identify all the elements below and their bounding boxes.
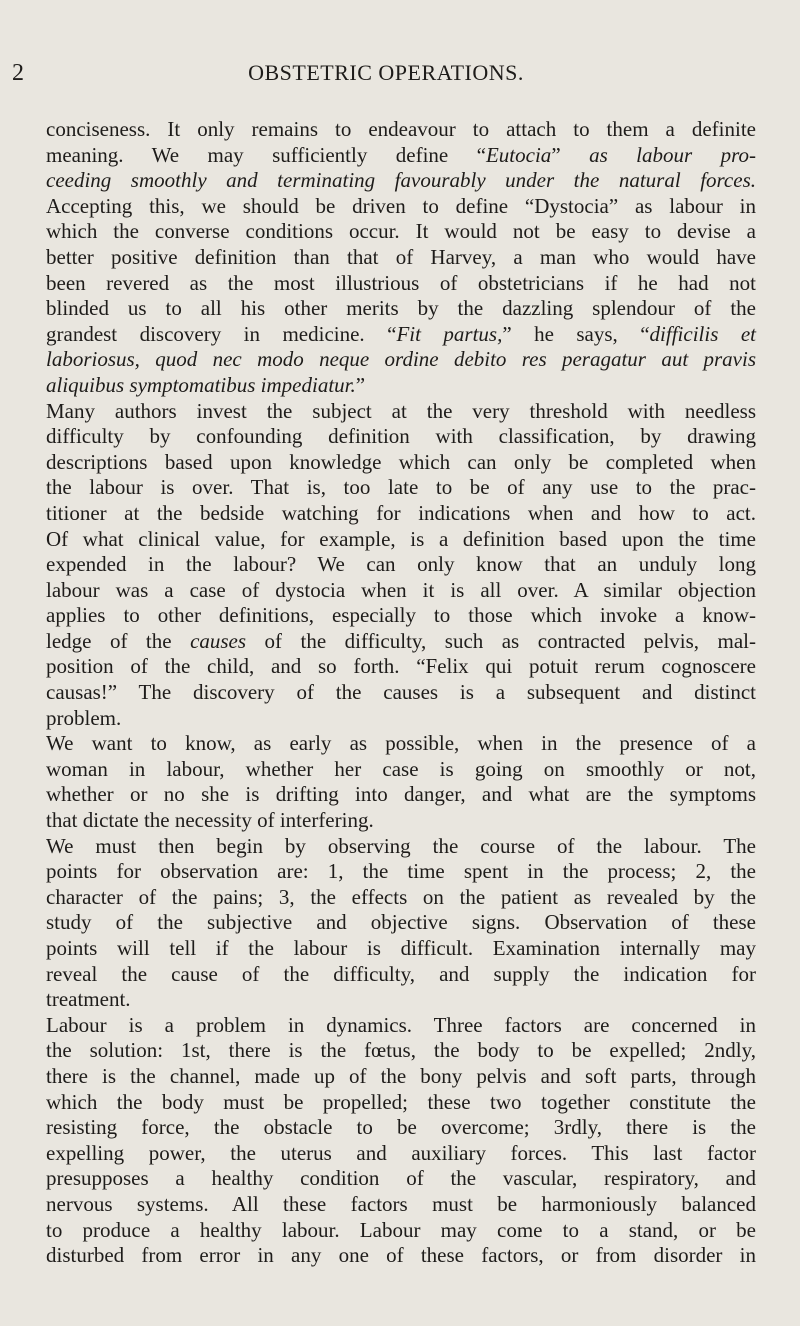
text-line bbox=[46, 168, 756, 194]
text-line bbox=[46, 1115, 756, 1141]
text-line bbox=[46, 347, 756, 373]
text-segment: character of the pains; 3, the effects on the patient as revealed by the bbox=[46, 884, 756, 909]
text-line bbox=[46, 834, 756, 860]
text-segment: points will tell if the labour is difficult. Examination internally may bbox=[46, 936, 756, 960]
text-segment: problem. bbox=[46, 705, 122, 730]
text-line bbox=[46, 936, 756, 962]
text-segment: presupposes a healthy condition of the vascular, respiratory, and bbox=[46, 1166, 756, 1191]
italic-text: causes bbox=[190, 628, 247, 653]
text-segment: to produce a healthy labour. Labour may come to a stand, or be bbox=[46, 1217, 756, 1242]
text-line bbox=[46, 245, 756, 271]
text-segment: that dictate the necessity of interfering. bbox=[46, 808, 374, 833]
text-line bbox=[46, 450, 756, 476]
text-line bbox=[46, 1013, 756, 1039]
text-segment: ” he says, “ bbox=[502, 321, 650, 346]
text-segment: there is the channel, made up of the bony pelvis and soft parts, through bbox=[46, 1063, 756, 1088]
text-segment: meaning. We may sufficiently define “ bbox=[46, 142, 486, 167]
italic-text: laboriosus, quod nec modo neque ordine debito res peragatur aut pravis bbox=[46, 347, 756, 372]
text-segment: Of what clinical value, for example, is a definition based upon the time bbox=[46, 526, 756, 551]
text-line bbox=[46, 219, 756, 245]
text-segment: of the difficulty, such as contracted pelvis, mal- bbox=[246, 628, 756, 653]
text-line bbox=[46, 296, 756, 322]
text-segment: ” bbox=[355, 372, 366, 397]
text-line bbox=[46, 1243, 756, 1269]
text-line bbox=[46, 501, 756, 527]
text-segment: blinded us to all his other merits by the dazzling splendour of the bbox=[46, 296, 756, 321]
page-number: 2 bbox=[12, 60, 24, 86]
text-line bbox=[46, 603, 756, 629]
text-segment: Many authors invest the subject at the very threshold with needless bbox=[46, 398, 756, 423]
text-line bbox=[46, 808, 756, 834]
text-segment: disturbed from error in any one of these factors, or from disorder in bbox=[46, 1243, 756, 1268]
text-segment: Accepting this, we should be driven to define “Dystocia” as labour in bbox=[46, 193, 756, 218]
text-segment: causas!” The discovery of the causes is a subsequent and distinct bbox=[46, 680, 756, 705]
text-line bbox=[46, 1090, 756, 1116]
text-segment: treatment. bbox=[46, 987, 131, 1012]
text-line bbox=[46, 706, 756, 732]
text-line bbox=[46, 629, 756, 655]
italic-text: as labour pro- bbox=[589, 142, 756, 167]
text-segment: expended in the labour? We can only know that an unduly long bbox=[46, 552, 756, 577]
text-segment: which the converse conditions occur. It would not be easy to devise a bbox=[46, 219, 756, 244]
text-line bbox=[46, 399, 756, 425]
italic-text: difficilis et bbox=[649, 321, 756, 346]
text-line bbox=[46, 373, 756, 399]
text-line bbox=[46, 757, 756, 783]
text-line bbox=[46, 552, 756, 578]
text-line bbox=[46, 1064, 756, 1090]
text-line bbox=[46, 962, 756, 988]
text-segment: We want to know, as early as possible, when in the presence of a bbox=[46, 731, 756, 756]
text-line bbox=[46, 731, 756, 757]
text-segment: resisting force, the obstacle to be overcome; 3rdly, there is the bbox=[46, 1115, 756, 1140]
text-segment: titioner at the bedside watching for indications when and how to act. bbox=[46, 500, 756, 525]
text-line bbox=[46, 117, 756, 143]
page-header bbox=[12, 60, 760, 90]
text-segment: position of the child, and so forth. “Felix qui potuit rerum cognoscere bbox=[46, 654, 756, 679]
text-segment: study of the subjective and objective signs. Observation of these bbox=[46, 910, 756, 935]
text-line bbox=[46, 475, 756, 501]
text-segment: the labour is over. That is, too late to be of any use to the prac- bbox=[46, 475, 756, 500]
text-segment: Labour is a problem in dynamics. Three factors are concerned in bbox=[46, 1012, 756, 1037]
text-segment: difficulty by confounding definition with classification, by drawing bbox=[46, 424, 756, 449]
text-segment: conciseness. It only remains to endeavour to attach to them a definite bbox=[46, 117, 756, 141]
text-line bbox=[46, 1192, 756, 1218]
text-line bbox=[46, 1141, 756, 1167]
text-segment: expelling power, the uterus and auxiliary forces. This last factor bbox=[46, 1140, 756, 1165]
text-segment: reveal the cause of the difficulty, and supply the indication for bbox=[46, 961, 756, 986]
text-line bbox=[46, 271, 756, 297]
text-segment: been revered as the most illustrious of obstetricians if he had not bbox=[46, 270, 756, 295]
text-line bbox=[46, 654, 756, 680]
text-segment: grandest discovery in medicine. “ bbox=[46, 321, 397, 346]
text-segment: nervous systems. All these factors must be harmoniously balanced bbox=[46, 1191, 756, 1216]
text-line bbox=[46, 1218, 756, 1244]
text-segment: labour was a case of dystocia when it is all over. A similar objection bbox=[46, 577, 756, 602]
text-segment: the solution: 1st, there is the fœtus, the body to be expelled; 2ndly, bbox=[46, 1038, 756, 1063]
italic-text: ceeding smoothly and terminating favourably under the natural forces. bbox=[46, 168, 756, 193]
text-segment: woman in labour, whether her case is going on smoothly or not, bbox=[46, 756, 756, 781]
text-segment: whether or no she is drifting into danger, and what are the symptoms bbox=[46, 782, 756, 807]
text-line bbox=[46, 1166, 756, 1192]
text-segment: descriptions based upon knowledge which can only be completed when bbox=[46, 449, 756, 474]
text-segment: better positive definition than that of Harvey, a man who would have bbox=[46, 244, 756, 269]
text-line bbox=[46, 424, 756, 450]
text-segment: ledge of the bbox=[46, 628, 191, 653]
text-segment: which the body must be propelled; these two together constitute the bbox=[46, 1089, 756, 1114]
text-line bbox=[46, 910, 756, 936]
text-line bbox=[46, 782, 756, 808]
italic-text: Fit partus, bbox=[396, 321, 503, 346]
text-segment: applies to other definitions, especially to those which invoke a know- bbox=[46, 603, 756, 628]
text-line bbox=[46, 143, 756, 169]
text-segment: ” bbox=[551, 142, 590, 167]
text-line bbox=[46, 885, 756, 911]
italic-text: Eutocia bbox=[485, 142, 552, 167]
text-line bbox=[46, 680, 756, 706]
italic-text: aliquibus symptomatibus impediatur. bbox=[46, 372, 356, 397]
body-text bbox=[46, 117, 756, 1269]
text-line bbox=[46, 578, 756, 604]
text-line bbox=[46, 859, 756, 885]
text-line bbox=[46, 322, 756, 348]
text-line bbox=[46, 527, 756, 553]
text-line bbox=[46, 987, 756, 1013]
text-segment: points for observation are: 1, the time spent in the process; 2, the bbox=[46, 859, 756, 884]
text-line bbox=[46, 1038, 756, 1064]
running-title: OBSTETRIC OPERATIONS. bbox=[248, 60, 524, 85]
text-segment: We must then begin by observing the course of the labour. The bbox=[46, 833, 756, 858]
text-line bbox=[46, 194, 756, 220]
